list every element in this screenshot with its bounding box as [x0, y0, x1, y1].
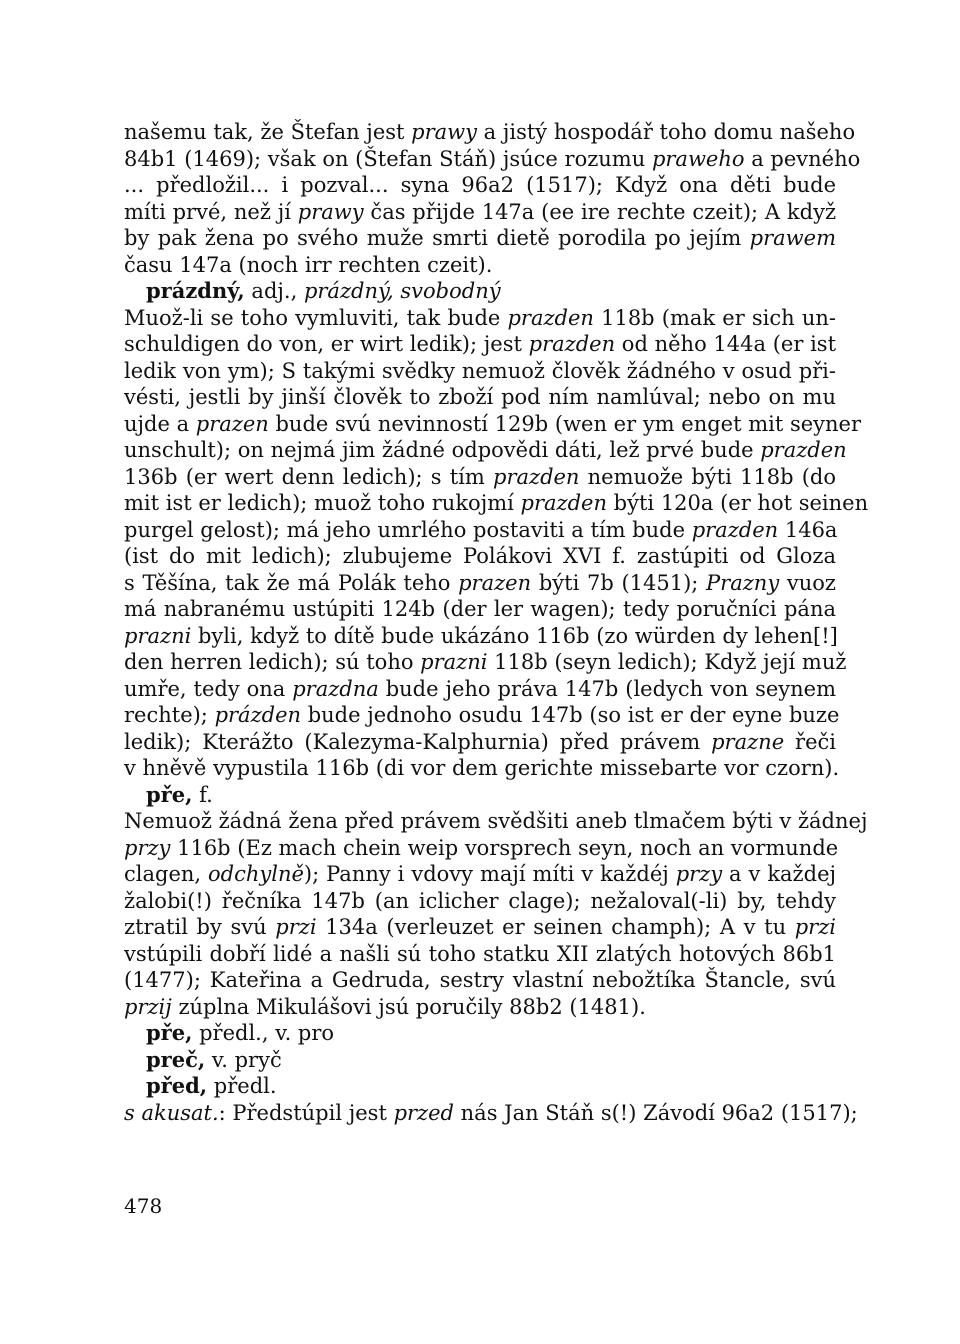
text-line: [124, 808, 868, 835]
text-run: míti prvé, než jí: [124, 199, 298, 224]
text-line: [124, 835, 839, 862]
text-line: [124, 464, 836, 491]
text-line: [124, 623, 836, 650]
text-run: 116b (Ez mach chein weip vorsprech seyn, noch an vormunde: [170, 835, 839, 860]
text-line: [124, 994, 836, 1021]
text-run: vésti, jestli by jinší člověk to zboží pod ním namlúval; nebo on mu: [124, 385, 836, 409]
text-line: [124, 967, 836, 994]
text-run: mit ist er ledich); muož toho rukojmí: [124, 491, 521, 515]
text-line: [124, 384, 836, 411]
entry-headword-line: [124, 1020, 836, 1047]
text-run: nemuože býti 118b (do: [579, 464, 837, 489]
text-run: v hněvě vypustila 116b (di vor dem gerichte missebarte vor czorn).: [124, 756, 840, 780]
text-line: [124, 437, 847, 464]
text-run: (1477); Kateřina a Gedruda, sestry vlastní nebožtíka Štancle, svú: [124, 968, 836, 992]
italic-term: prawem: [749, 226, 836, 250]
entry-headword-line: [124, 1047, 836, 1074]
text-line: [124, 225, 836, 252]
text-run: ztratil by svú: [124, 915, 276, 939]
italic-term: przi: [794, 915, 836, 939]
text-run: řeči: [784, 729, 836, 754]
text-run: nás Jan Stáň s(!) Závodí 96a2 (1517);: [453, 1100, 858, 1125]
page-number: 478: [124, 1194, 163, 1218]
text-run: byli, když to dítě bude ukázáno 116b (zo würden dy lehen[!]: [191, 623, 838, 648]
text-run: od něho 144a (er ist: [615, 332, 837, 356]
italic-term: prazden: [760, 438, 847, 462]
text-run: vuoz: [779, 570, 836, 595]
text-run: a pevného: [744, 146, 861, 171]
text-run: 146a: [778, 517, 838, 542]
italic-term: prazne: [711, 729, 785, 754]
entry-headword-line: [124, 278, 836, 305]
text-run: a v každej: [722, 862, 837, 886]
text-run: předl., v. pro: [192, 1021, 335, 1045]
text-line: [124, 252, 836, 279]
italic-term: prazden: [507, 305, 594, 330]
text-line: [124, 1100, 858, 1127]
text-run: v. pryč: [205, 1047, 282, 1072]
text-line: [124, 861, 836, 888]
text-run: 118b (mak er sich un-: [593, 305, 836, 330]
italic-term: prazen: [195, 411, 269, 436]
italic-term: prazni: [420, 650, 488, 674]
text-run: ... předložil... i pozval... syna 96a2 (1517); Když ona děti bude: [124, 173, 836, 197]
text-run: má nabranému ustúpiti 124b (der ler wagen); tedy poručníci pána: [124, 597, 836, 621]
text-run: vstúpili dobří lidé a našli sú toho statku XII zlatých hotových 86b1: [124, 941, 836, 966]
text-line: [124, 411, 862, 438]
text-run: (ist do mit ledich); zlubujeme Polákovi XVI f. zastúpiti od Gloza: [124, 544, 836, 568]
italic-term: prázden: [214, 703, 302, 727]
text-run: Muož-li se toho vymluviti, tak bude: [124, 305, 508, 330]
text-line: [124, 888, 836, 915]
italic-term: przij: [124, 994, 172, 1019]
text-line: [124, 199, 836, 226]
italic-term: przy: [124, 835, 171, 860]
italic-term: prazen: [458, 570, 532, 595]
text-run: schuldigen do von, er wirt ledik); jest: [124, 332, 529, 356]
text-run: clagen,: [124, 862, 209, 886]
text-line: [124, 702, 840, 729]
text-line: [124, 305, 836, 332]
text-run: 118b (seyn ledich); Když její muž: [487, 650, 847, 674]
italic-term: prazden: [520, 491, 607, 515]
italic-term: prazdna: [292, 676, 379, 701]
text-run: bude jednoho osudu 147b (so ist er der eyne buze: [301, 703, 840, 727]
text-run: by pak žena po svého muže smrti dietě porodila po jejím: [124, 226, 750, 250]
text-line: [124, 596, 836, 623]
text-run: Nemuož žádná žena před právem svědšiti aneb tlmačem býti v žádnej: [124, 809, 868, 833]
text-line: [124, 543, 836, 570]
text-run: unschult); on nejmá jim žádné odpovědi dáti, lež prvé bude: [124, 438, 761, 462]
italic-term: przed: [393, 1100, 454, 1125]
italic-term: prazden: [493, 464, 580, 489]
text-run: adj.,: [244, 279, 304, 303]
italic-term: s akusat.: [124, 1100, 219, 1125]
headword: pře,: [146, 781, 193, 807]
italic-term: prawy: [411, 120, 477, 144]
italic-term: Prazny: [706, 570, 780, 595]
italic-term: prázdný, svobodný: [303, 279, 501, 303]
page-text: [124, 119, 869, 1126]
text-run: předl.: [207, 1074, 277, 1098]
text-run: našemu tak, že Štefan jest: [124, 120, 412, 144]
text-run: bude svú nevinností 129b (wen er ym enget mit seyner: [268, 411, 862, 436]
text-run: zúplna Mikulášovi jsú poručily 88b2 (1481).: [171, 994, 646, 1019]
italic-term: prazni: [124, 623, 192, 648]
text-line: [124, 676, 836, 703]
text-run: den herren ledich); sú toho: [124, 650, 421, 674]
text-run: času 147a (noch irr rechten czeit).: [124, 252, 493, 277]
text-run: umře, tedy ona: [124, 676, 293, 701]
text-line: [124, 941, 836, 968]
text-line: [124, 517, 836, 544]
text-line: [124, 358, 836, 385]
text-run: ujde a: [124, 411, 196, 436]
entry-headword-line: [124, 1073, 836, 1100]
italic-term: przy: [675, 862, 723, 886]
text-run: rechte);: [124, 703, 215, 727]
text-line: [124, 119, 856, 146]
text-run: f.: [192, 782, 213, 807]
text-line: [124, 649, 847, 676]
headword: prázdný,: [146, 278, 245, 303]
text-run: a jistý hospodář toho domu našeho: [476, 120, 856, 144]
text-line: [124, 755, 840, 782]
text-run: purgel gelost); má jeho umrlého postaviti a tím bude: [124, 517, 692, 542]
text-run: bude jeho práva 147b (ledych von seynem: [378, 676, 836, 701]
text-run: ledik); Kterážto (Kalezyma-Kalphurnia) před právem: [124, 729, 712, 754]
italic-term: prazden: [691, 517, 779, 542]
text-run: býti 120a (er hot seinen: [607, 491, 869, 515]
italic-term: przi: [275, 915, 317, 939]
italic-term: odchylně: [208, 862, 304, 886]
headword: preč,: [146, 1046, 206, 1072]
text-run: ); Panny i vdovy mají míti v každéj: [303, 862, 676, 886]
text-line: [124, 570, 836, 597]
text-run: býti 7b (1451);: [531, 570, 707, 595]
text-line: [124, 729, 836, 756]
italic-term: prawy: [297, 199, 364, 224]
headword: před,: [146, 1073, 208, 1098]
text-line: [124, 331, 836, 358]
text-run: ledik von ym); S takými svědky nemuož člověk žádného v osud při-: [124, 358, 836, 383]
text-run: čas přijde 147a (ee ire rechte czeit); A když: [363, 199, 837, 224]
text-run: : Předstúpil jest: [218, 1100, 394, 1125]
italic-term: praweho: [651, 146, 745, 171]
headword: pře,: [146, 1020, 193, 1045]
text-run: 84b1 (1469); však on (Štefan Stáň) jsúce rozumu: [124, 146, 652, 171]
text-line: [124, 914, 836, 941]
text-run: žalobi(!) řečníka 147b (an iclicher clage); nežaloval(-li) by, tehdy: [124, 888, 836, 913]
text-run: 134a (verleuzet er seinen champh); A v tu: [316, 915, 795, 939]
text-line: [124, 172, 836, 199]
text-run: s Těšína, tak že má Polák teho: [124, 570, 459, 595]
text-line: [124, 490, 869, 517]
italic-term: prazden: [528, 332, 616, 356]
entry-headword-line: [124, 782, 836, 809]
text-run: 136b (er wert denn ledich); s tím: [124, 464, 493, 489]
text-line: [124, 146, 861, 173]
